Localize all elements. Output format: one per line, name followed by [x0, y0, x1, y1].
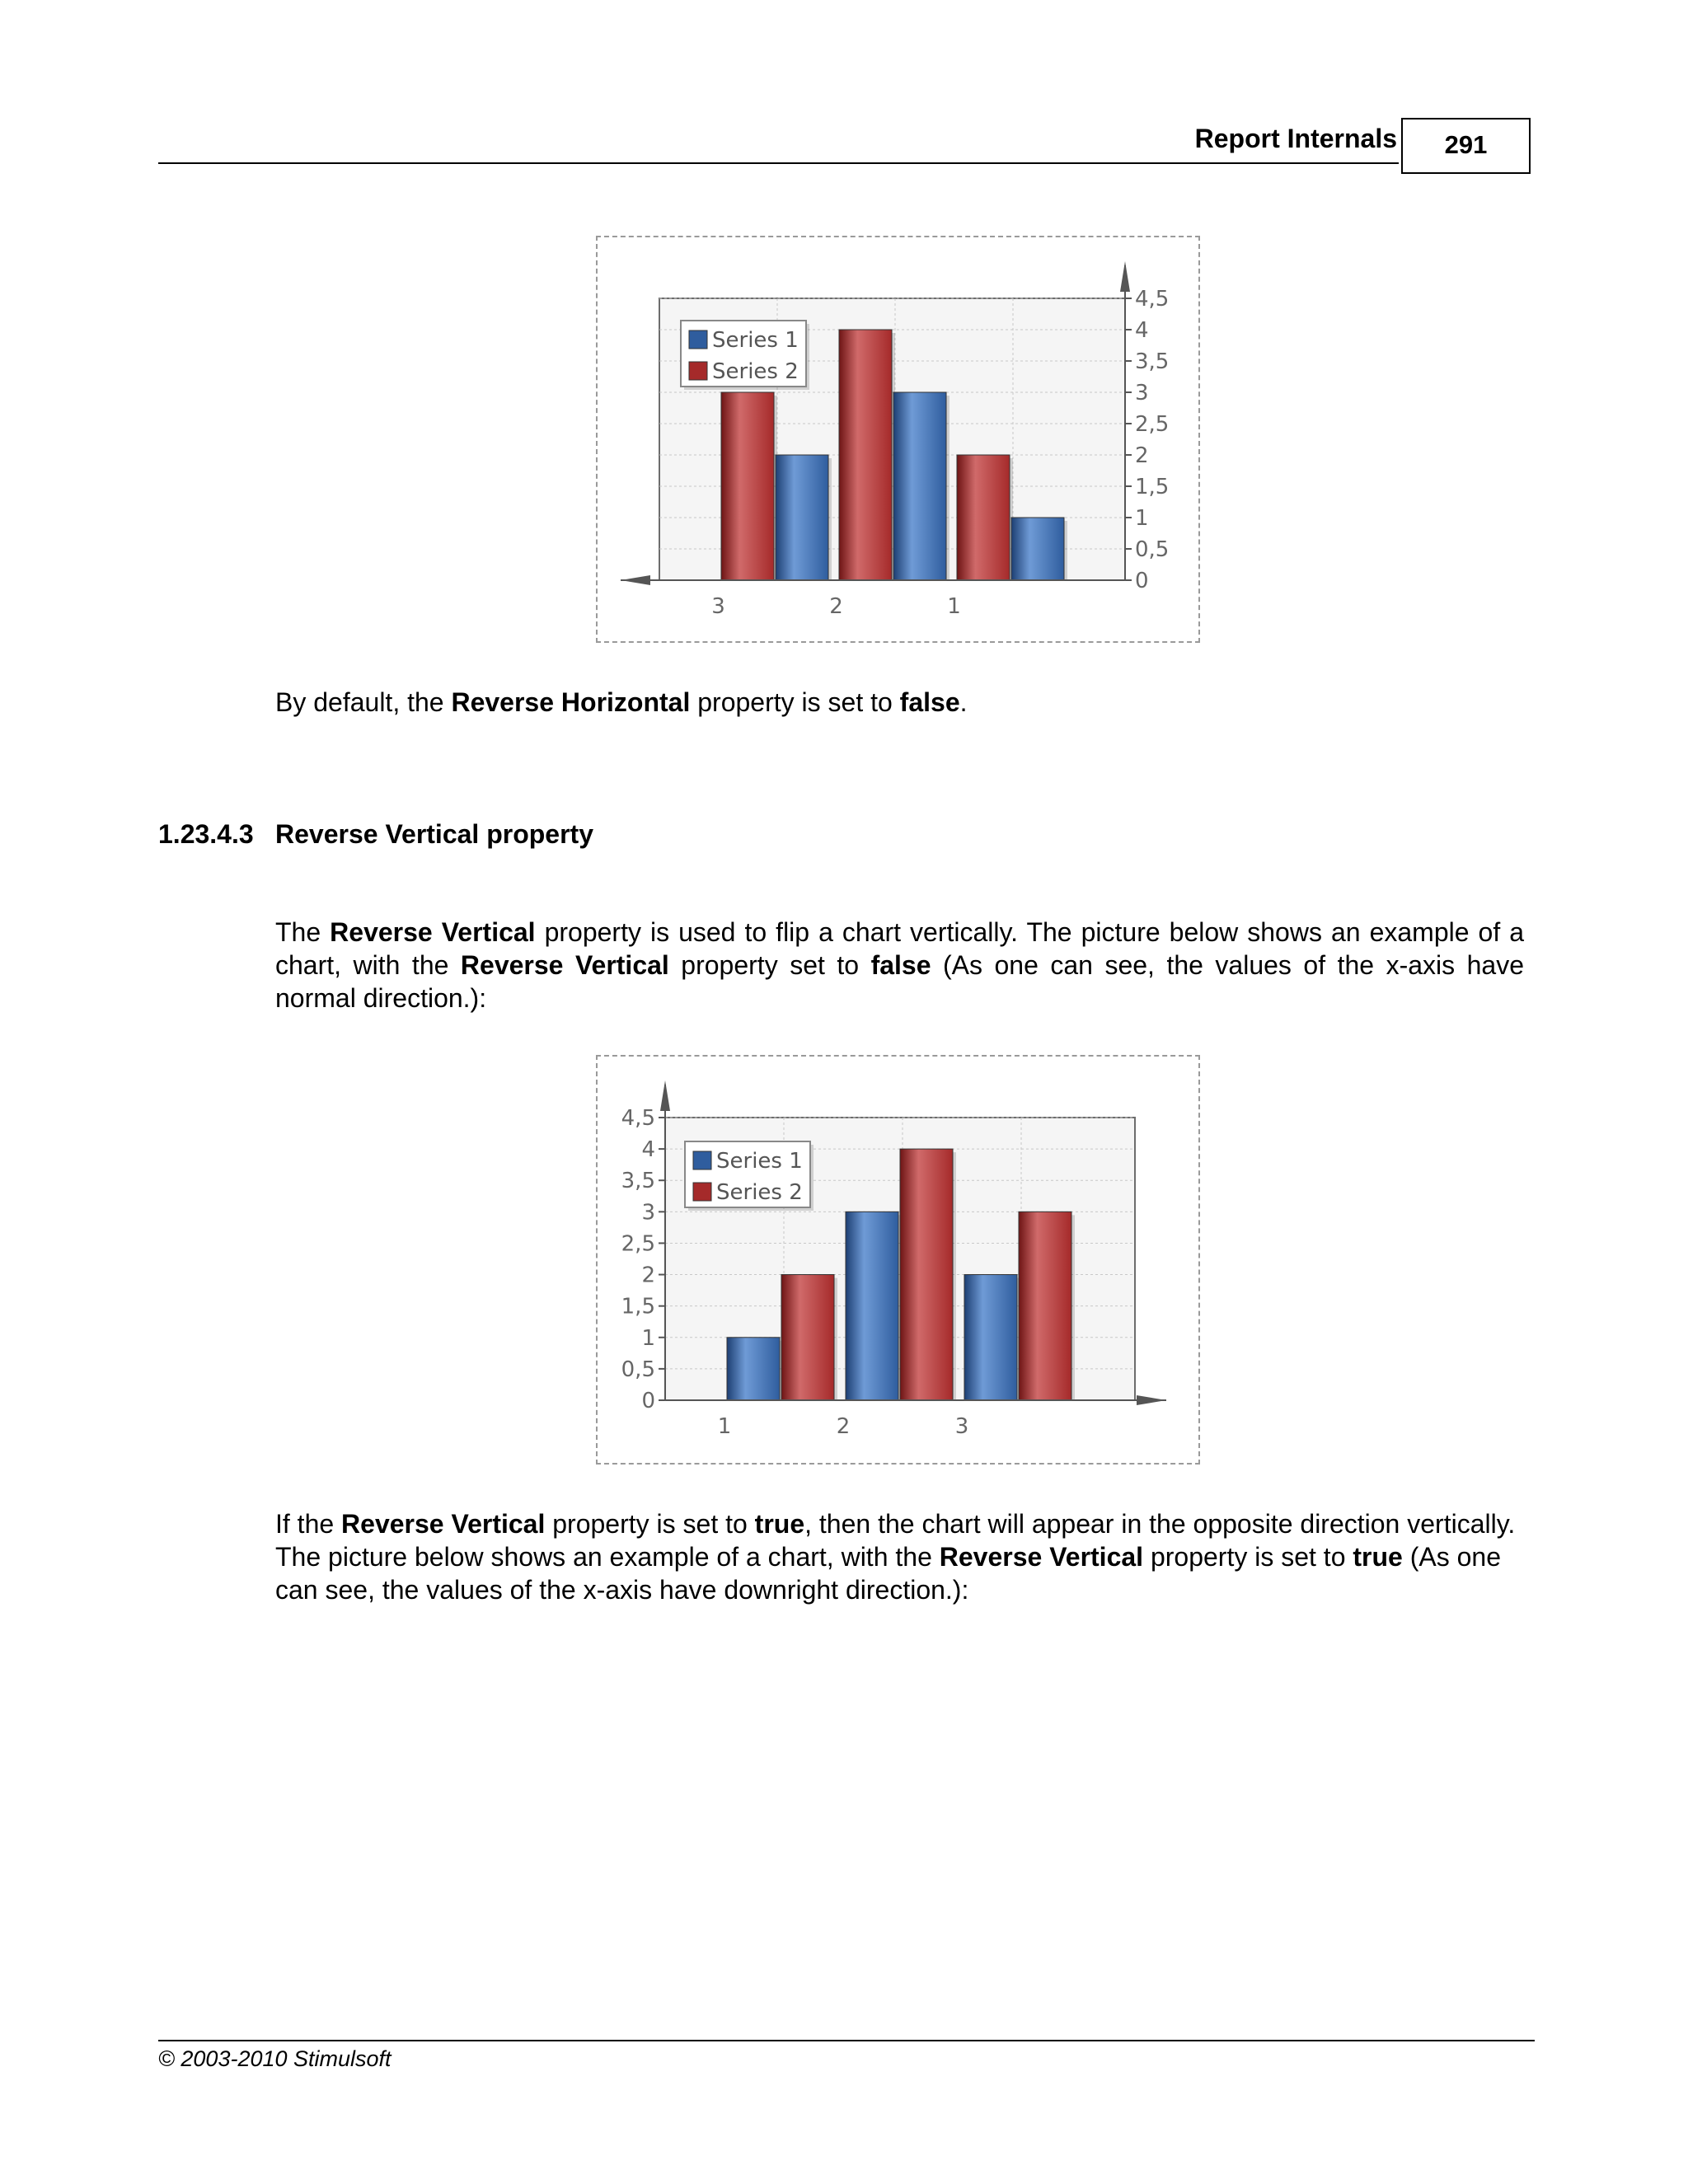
- x-tick-label: 3: [954, 1414, 969, 1439]
- bar-series2-2: [900, 1149, 953, 1400]
- bar-series1-3: [776, 455, 828, 580]
- bold-term: false: [899, 687, 960, 717]
- text: , then the chart will appear in the opposite direction vertically. The picture below shows an example of a chart, with the: [275, 1509, 1516, 1572]
- legend-swatch: [689, 362, 707, 380]
- bar-series2-1: [781, 1275, 834, 1400]
- page-number: 291: [1401, 118, 1531, 174]
- bold-term: false: [870, 950, 931, 980]
- paragraph-default-reverse-horizontal: [275, 686, 1524, 719]
- legend: [681, 321, 809, 390]
- x-tick-label: 1: [947, 594, 961, 619]
- x-tick-label: 2: [836, 1414, 851, 1439]
- bold-term: Reverse Horizontal: [451, 687, 691, 717]
- y-axis-arrow: [1120, 261, 1130, 292]
- legend-swatch: [693, 1183, 711, 1201]
- bold-term: Reverse Vertical: [460, 950, 669, 980]
- bar-series2-2: [839, 330, 892, 580]
- bar-series2-3: [721, 392, 774, 580]
- y-tick-label: 0: [641, 1389, 655, 1413]
- header-rule: [158, 162, 1399, 164]
- y-tick-label: 4: [641, 1137, 655, 1163]
- bar-series1-2: [846, 1212, 898, 1400]
- paragraph-reverse-vertical-intro: [275, 916, 1524, 1015]
- y-tick-label: 0,5: [621, 1357, 655, 1382]
- y-tick-label: 1,5: [1135, 475, 1170, 499]
- legend-label: Series 2: [716, 1180, 803, 1205]
- chart2-svg: [598, 1057, 1198, 1463]
- y-tick-label: 2,5: [621, 1231, 655, 1257]
- y-tick-label: 1,5: [621, 1294, 655, 1319]
- bar-series1-1: [727, 1338, 780, 1400]
- legend-label: Series 2: [712, 359, 799, 384]
- y-tick-label: 1: [1135, 506, 1149, 531]
- chart-reverse-vertical-false: [596, 1055, 1200, 1465]
- y-tick-label: 4: [1135, 318, 1149, 343]
- bold-term: Reverse Vertical: [939, 1542, 1144, 1572]
- x-tick-label: 2: [829, 594, 843, 619]
- legend-swatch: [693, 1151, 711, 1169]
- bar-series1-2: [893, 392, 946, 580]
- y-tick-label: 2: [1135, 443, 1149, 468]
- text: .: [959, 687, 968, 717]
- paragraph-reverse-vertical-true: [275, 1507, 1524, 1606]
- y-tick-label: 0,5: [1135, 537, 1170, 562]
- y-tick-label: 3,5: [621, 1169, 655, 1194]
- bold-term: true: [1353, 1542, 1403, 1572]
- text: (As one can see, the values of the x-axis have downright direction.):: [275, 1542, 1501, 1605]
- y-tick-label: 1: [641, 1325, 655, 1351]
- y-tick-label: 2: [641, 1263, 655, 1288]
- text: If the: [275, 1509, 342, 1539]
- x-axis-arrow: [1137, 1395, 1166, 1405]
- chart-reverse-horizontal: [596, 236, 1200, 643]
- bar-series1-3: [964, 1275, 1017, 1400]
- text: By default, the: [275, 687, 452, 717]
- text: The: [275, 917, 331, 947]
- x-axis-arrow: [621, 575, 650, 585]
- legend-swatch: [689, 330, 707, 349]
- y-tick-label: 3: [1135, 381, 1149, 405]
- bold-term: true: [754, 1509, 805, 1539]
- bar-series1-1: [1011, 518, 1064, 580]
- text: property is set to: [1143, 1542, 1353, 1572]
- bar-series2-1: [957, 455, 1010, 580]
- y-tick-label: 3,5: [1135, 349, 1170, 374]
- text: property set to: [668, 950, 871, 980]
- y-axis-arrow: [660, 1080, 670, 1111]
- section-number: 1.23.4.3: [158, 819, 254, 849]
- y-tick-label: 4,5: [621, 1106, 655, 1131]
- running-header-title: Report Internals: [1194, 124, 1397, 153]
- text: property is used to flip a chart vertically. The picture below shows an example of a chart, with the: [275, 917, 1525, 980]
- bar-series2-3: [1019, 1212, 1071, 1400]
- bold-term: Reverse Vertical: [330, 917, 536, 947]
- y-tick-label: 0: [1135, 569, 1149, 593]
- footer-rule: [158, 2040, 1535, 2041]
- legend-label: Series 1: [716, 1149, 803, 1174]
- y-tick-label: 4,5: [1135, 287, 1170, 312]
- text: property is set to: [690, 687, 900, 717]
- footer-copyright: © 2003-2010 Stimulsoft: [158, 2046, 392, 2071]
- y-tick-label: 3: [641, 1200, 655, 1226]
- x-tick-label: 1: [717, 1414, 732, 1439]
- bold-term: Reverse Vertical: [341, 1509, 546, 1539]
- y-tick-label: 2,5: [1135, 412, 1170, 437]
- legend: [685, 1141, 814, 1211]
- x-tick-label: 3: [711, 594, 725, 619]
- legend-label: Series 1: [712, 328, 799, 353]
- text: (As one can see, the values of the x-axis have normal direction.):: [275, 950, 1525, 1013]
- section-title: Reverse Vertical property: [275, 819, 593, 849]
- chart1-svg: [598, 237, 1198, 641]
- text: property is set to: [545, 1509, 755, 1539]
